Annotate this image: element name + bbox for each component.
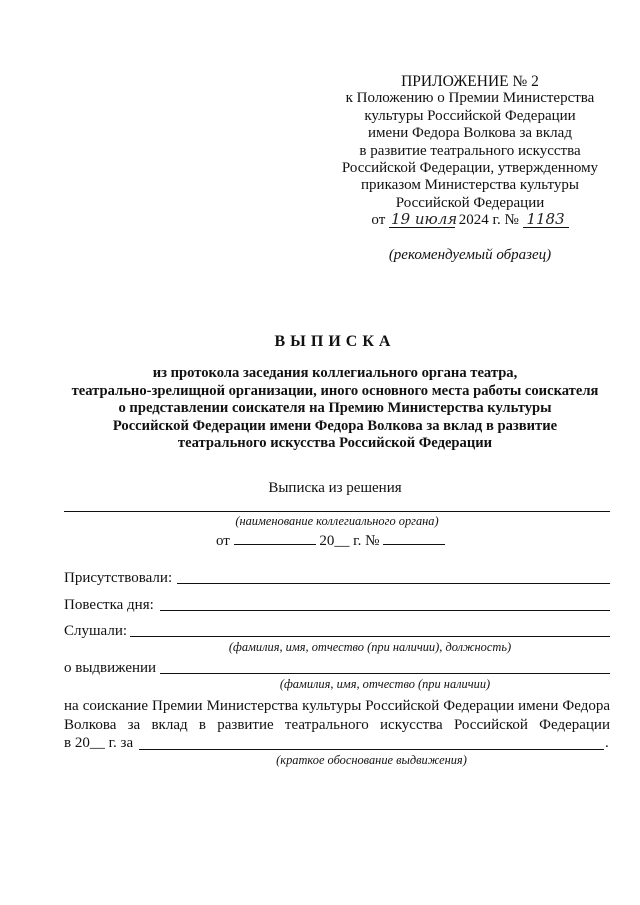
nomination-paragraph: на соискание Премии Министерства культуры Российской Федерации имени Федора Волкова за вклад в развитие театрального искусства Российской Федерации	[64, 698, 610, 733]
date-number-row	[216, 532, 445, 550]
approval-row	[330, 212, 610, 229]
organ-name-line[interactable]	[64, 511, 610, 512]
handwritten-date: 19 июля	[391, 210, 458, 229]
nominee-caption: (фамилия, имя, отчество (при наличии)	[279, 677, 491, 691]
approval-year: 2024 г. №	[458, 212, 519, 229]
period-mark: .	[605, 735, 609, 751]
justification-caption: (краткое обоснование выдвижения)	[276, 753, 467, 767]
handwritten-number: 1183	[523, 212, 569, 228]
agenda-line[interactable]	[160, 610, 610, 611]
organ-name-caption: (наименование коллегиального органа)	[235, 514, 439, 528]
appendix-line: имени Федора Волкова за вклад	[368, 125, 572, 142]
year-prefix: в 20__ г. за	[64, 735, 134, 751]
from-label: от	[216, 533, 230, 549]
appendix-header: ПРИЛОЖЕНИЕ № 2	[401, 73, 539, 90]
document-subtitle	[40, 365, 630, 453]
present-label: Присутствовали:	[64, 570, 173, 586]
recommended-sample: (рекомендуемый образец)	[388, 247, 552, 263]
appendix-line: в развитие театрального искусства	[359, 142, 581, 159]
decision-title: Выписка из решения	[268, 480, 402, 496]
appendix-line: приказом Министерства культуры	[361, 177, 579, 194]
approval-prefix: от	[371, 212, 386, 229]
subtitle-line: театрального искусства Российской Федерации	[177, 435, 493, 452]
subtitle-line: Российской Федерации имени Федора Волкова за вклад в развитие	[112, 417, 558, 434]
appendix-line: культуры Российской Федерации	[364, 107, 576, 124]
subtitle-line: о представлении соискателя на Премию Министерства культуры	[118, 400, 552, 417]
date-blank[interactable]	[234, 532, 316, 545]
number-blank[interactable]	[383, 532, 445, 545]
nomination-label: о выдвижении	[64, 660, 157, 676]
appendix-block	[330, 73, 610, 230]
heard-label: Слушали:	[64, 623, 128, 639]
heard-caption: (фамилия, имя, отчество (при наличии), должность)	[228, 640, 512, 654]
document-title: ВЫПИСКА	[274, 333, 396, 350]
appendix-line: Российской Федерации, утвержденному	[341, 160, 599, 177]
justification-line[interactable]	[139, 749, 604, 750]
heard-line[interactable]	[130, 636, 610, 637]
appendix-line: Российской Федерации	[395, 194, 545, 211]
subtitle-line: из протокола заседания коллегиального органа театра,	[152, 365, 518, 381]
appendix-line: к Положению о Премии Министерства	[345, 90, 595, 107]
agenda-label: Повестка дня:	[64, 597, 154, 613]
paragraph-last-line	[64, 735, 133, 752]
nomination-line[interactable]	[160, 673, 610, 674]
subtitle-line: театрально-зрелищной организации, иного основного места работы соискателя	[71, 382, 599, 399]
year-number-label: 20__ г. №	[319, 533, 380, 549]
present-line[interactable]	[177, 583, 610, 584]
